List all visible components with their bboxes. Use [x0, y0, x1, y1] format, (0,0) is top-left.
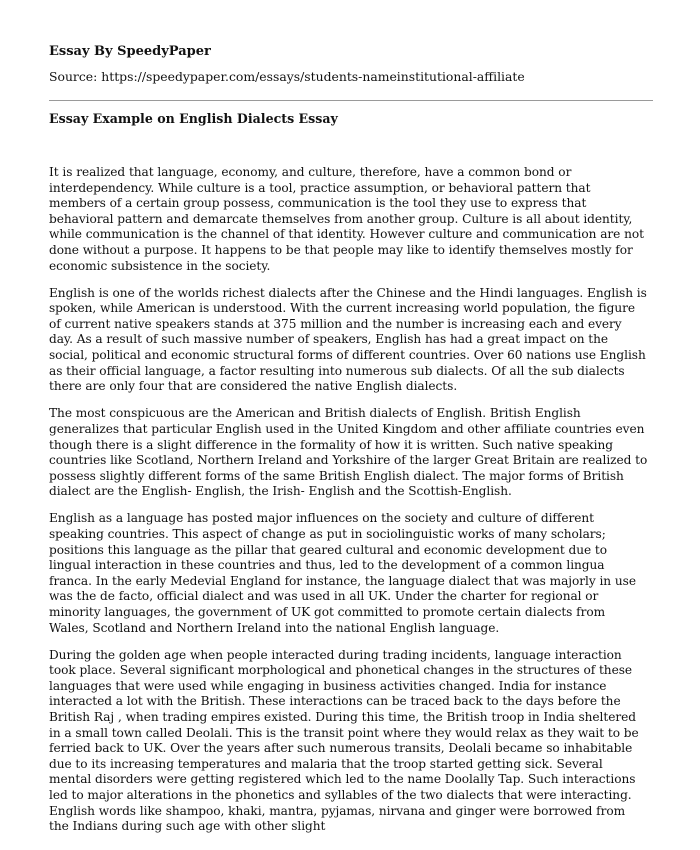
- paragraph-4: English as a language has posted major influences on the society and culture of different speaking countries. This aspect of change as put in sociolinguistic works of many scholars; positions this language as the pillar that geared cultural and economic development due to lingual interaction in these countries and thus, led to the development of a common lingua franca. In the early Medevial England for instance, the language dialect that was majorly in use was the de facto, official dialect and was used in all UK. Under the charter for regional or minority languages, the government of UK got committed to promote certain dialects from Wales, Scotland and Northern Ireland into the national English language.: [49, 511, 636, 635]
- paragraph-5: During the golden age when people interacted during trading incidents, language interaction took place. Several significant morphological and phonetical changes in the structures of these languages that were used while engaging in business activities changed. India for instance interacted a lot with the British. These interactions can be traced back to the days before the British Raj , when trading empires existed. During this time, the British troop in India sheltered in a small town called Deolali. This is the transit point where they would relax as they wait to be ferried back to UK. Over the years after such numerous transits, Deolali became so inhabitable due to its increasing temperatures and malaria that the troop started getting sick. Several mental disorders were getting registered which led to the name Doolally Tap. Such interactions led to major alterations in the phonetics and syllables of the two dialects that were interacting. English words like shampoo, khaki, mantra, pyjamas, nirvana and ginger were borrowed from the Indians during such age with other slight: [49, 647, 639, 834]
- document-header-title: Essay By SpeedyPaper: [49, 44, 211, 59]
- source-line: Source: https://speedypaper.com/essays/students-nameinstitutional-affiliate: [49, 69, 525, 84]
- essay-title: Essay Example on English Dialects Essay: [49, 111, 338, 126]
- paragraph-1: It is realized that language, economy, and culture, therefore, have a common bond or interdependency. While culture is a tool, practice assumption, or behavioral pattern that members of a certain group possess, communication is the tool they use to express that behavioral pattern and demarcate themselves from another group. Culture is all about identity, while communication is the channel of that identity. However culture and communication are not done without a purpose. It happens to be that people may like to identify themselves mostly for economic subsistence in the society.: [49, 165, 644, 273]
- header-divider: [49, 100, 653, 101]
- essay-body: [49, 165, 648, 835]
- paragraph-3: The most conspicuous are the American and British dialects of English. British English generalizes that particular English used in the United Kingdom and other affiliate countries even though there is a slight difference in the formality of how it is written. Such native speaking countries like Scotland, Northern Ireland and Yorkshire of the larger Great Britain are realized to possess slightly different forms of the same British English dialect. The major forms of British dialect are the English- English, the Irish- English and the Scottish-English.: [49, 406, 648, 499]
- paragraph-2: English is one of the worlds richest dialects after the Chinese and the Hindi languages. English is spoken, while American is understood. With the current increasing world population, the figure of current native speakers stands at 375 million and the number is increasing each and every day. As a result of such massive number of speakers, English has had a great impact on the social, political and economic structural forms of different countries. Over 60 nations use English as their official language, a factor resulting into numerous sub dialects. Of all the sub dialects there are only four that are considered the native English dialects.: [49, 285, 647, 394]
